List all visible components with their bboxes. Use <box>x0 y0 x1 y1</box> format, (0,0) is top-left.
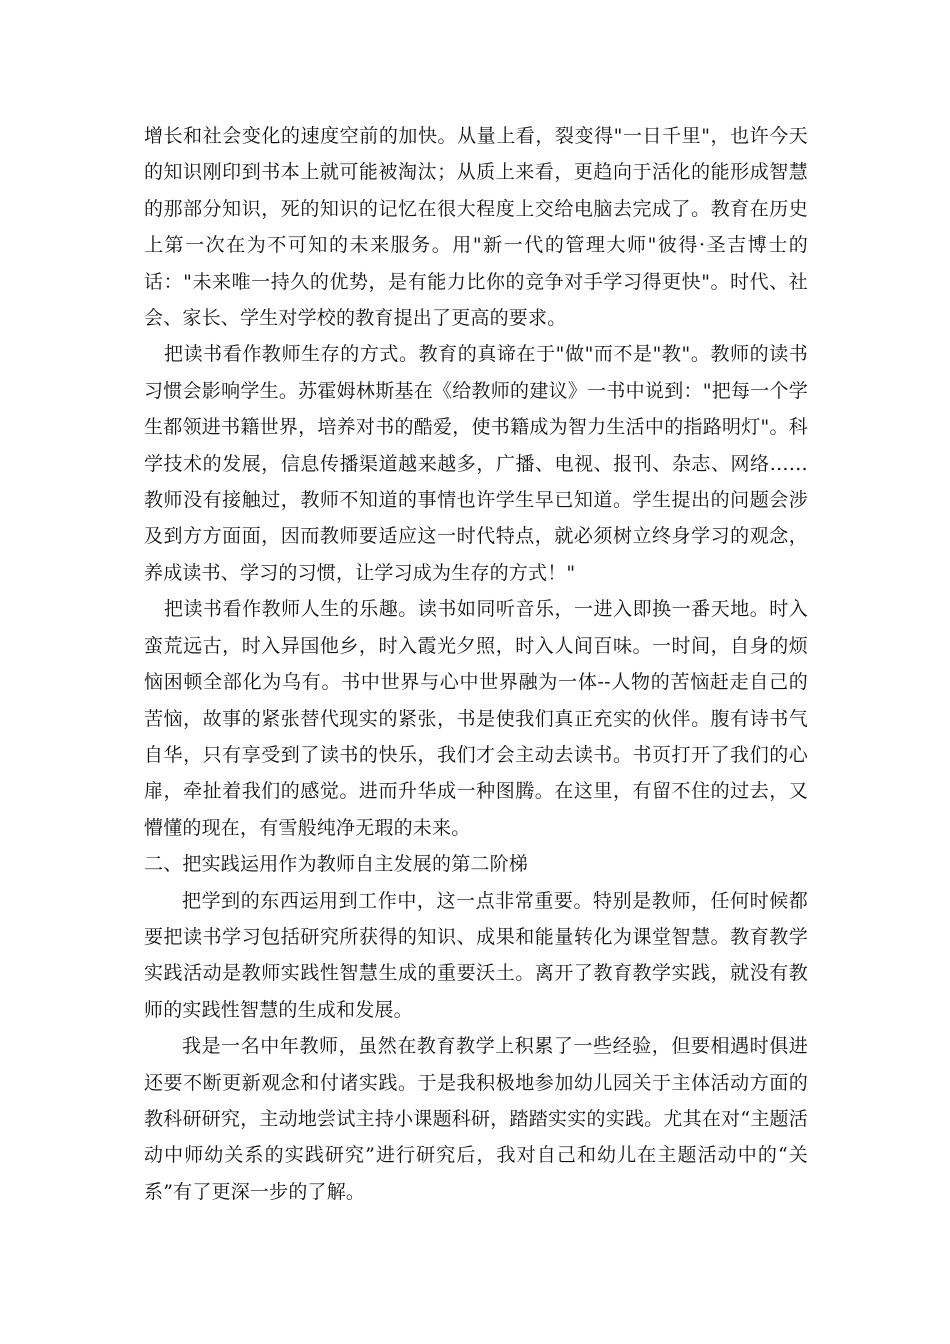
section-heading: 二、把实践运用作为教师自主发展的第二阶梯 <box>144 853 529 876</box>
paragraph-personal-experience: 我是一名中年教师，虽然在教育教学上积累了一些经验，但要相遇时俱进还要不断更新观念和付诸实践。于是我积极地参加幼儿园关于主体活动方面的教科研研究，主动地尝试主持小课题科研，踏踏实实的实践。尤其在对“主题活动中师幼关系的实践研究”进行研究后，我对自己和幼儿在主题活动中的“关系”有了更深一步的了解。 <box>144 1035 808 1203</box>
document-body <box>144 118 808 1210</box>
paragraph-practice-application: 把学到的东西运用到工作中，这一点非常重要。特别是教师，任何时候都要把读书学习包括研究所获得的知识、成果和能量转化为课堂智慧。教育教学实践活动是教师实践性智慧生成的重要沃土。离开了教育教学实践，就没有教师的实践性智慧的生成和发展。 <box>144 889 808 1021</box>
paragraph-reading-as-joy: 把读书看作教师人生的乐趣。读书如同听音乐，一进入即换一番天地。时入蛮荒远古，时入异国他乡，时入霞光夕照，时入人间百味。一时间，自身的烦恼困顿全部化为乌有。书中世界与心中世界融为一体--人物的苦恼赶走自己的苦恼，故事的紧张替代现实的紧张，书是使我们真正充实的伙伴。腹有诗书气自华，只有享受到了读书的快乐，我们才会主动去读书。书页打开了我们的心扉，牵扯着我们的感觉。进而升华成一种图腾。在这里，有留不住的过去，又懵懂的现在，有雪般纯净无瑕的未来。 <box>144 598 808 839</box>
paragraph-reading-as-survival: 把读书看作教师生存的方式。教育的真谛在于"做"而不是"教"。教师的读书习惯会影响学生。苏霍姆林斯基在《给教师的建议》一书中说到："把每一个学生都领进书籍世界，培养对书的酷爱，使书籍成为智力生活中的指路明灯"。科学技术的发展，信息传播渠道越来越多，广播、电视、报刊、杂志、网络……教师没有接触过，教师不知道的事情也许学生早已知道。学生提出的问题会涉及到方方面面，因而教师要适应这一时代特点，就必须树立终身学习的观念，养成读书、学习的习惯，让学习成为生存的方式！" <box>144 343 808 584</box>
paragraph-continuation: 增长和社会变化的速度空前的加快。从量上看，裂变得"一日千里"，也许今天的知识刚印到书本上就可能被淘汰；从质上来看，更趋向于活化的能形成智慧的那部分知识，死的知识的记忆在很大程度上交给电脑去完成了。教育在历史上第一次在为不可知的未来服务。用"新一代的管理大师"彼得·圣吉博士的话："未来唯一持久的优势，是有能力比你的竞争对手学习得更快"。时代、社会、家长、学生对学校的教育提出了更高的要求。 <box>144 125 808 330</box>
